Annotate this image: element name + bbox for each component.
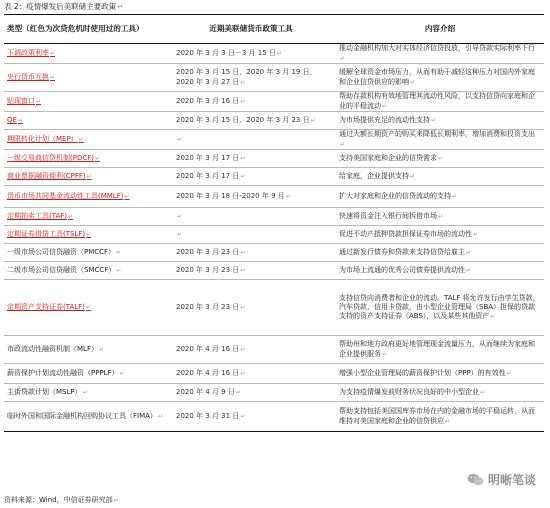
type-cell: 市政流动性融资机制（MLF）↵ [4,336,166,364]
table-row [4,280,544,336]
date-cell: 2020 年 3 月 23 日↵ [166,244,336,262]
description-cell: 通过新发行债券和贷款来支持信贷给雇主↵ [336,244,544,262]
table-row [4,150,544,168]
table-row [4,226,544,244]
date-cell: 2020 年 4 月 16 日↵ [166,364,336,384]
header-tool: 近期美联储货币政策工具 [166,15,336,44]
description-cell: 为市场上流通的优秀公司债券提供流动性↵ [336,262,544,280]
table-row [4,262,544,280]
description-cell: 为市场提供充足的流动性支持↵ [336,112,544,130]
date-cell: 2020 年 4 月 16 日↵ [166,336,336,364]
date-cell: 2020 年 3 月 31 日↵ [166,402,336,432]
type-cell: 一级交易商信贷机制(PDCF)↵ [4,150,166,168]
type-cell: 期限转化计划（MEP）↵ [4,130,166,150]
description-cell: 帮助州和地方政府更好地管理现金流量压力，从而继续为家庭和企业提供服务↵ [336,336,544,364]
date-cell: ↵ [166,208,336,226]
table-row [4,384,544,402]
table-row [4,92,544,112]
date-cell: 2020 年 3 月 3 日－3 月 15 日↵ [166,44,336,64]
type-cell: 商业票据融资便利(CPFF)↵ [4,168,166,186]
table-row [4,402,544,432]
table-row [4,112,544,130]
watermark-text: 明晰笔谈 [487,473,536,487]
date-cell: 2020 年 3 月 18 日-2020 年 9 月↵ [166,186,336,208]
wechat-icon [467,473,484,486]
description-cell: 促进不动产抵押贷款担保证券市场的流动性↵ [336,226,544,244]
date-cell: 2020 年 4 月 9 日↵ [166,384,336,402]
description-cell: 快速将资金注入银行间拆借市场↵ [336,208,544,226]
description-cell: 缓解全球资金市场压力，从而有助于减轻这种压力对国内外家庭和企业信贷供应的影响↵ [336,64,544,92]
type-cell: 定期拍卖工具(TAF)↵ [4,208,166,226]
table-row [4,168,544,186]
type-cell: 货币市场共同基金流动性工具(MMLF)↵ [4,186,166,208]
source-note: 资料来源：Wind，中信证券研究部↵ [4,496,119,504]
policy-table [4,14,544,432]
type-cell: 主街贷款计划（MSLP）↵ [4,384,166,402]
description-cell: 为支持疫情爆发前财务状况良好的中小型企业↵ [336,384,544,402]
description-cell: 帮助支持包括美国国库券市场在内的金融市场的平稳运转，从而维持对美国家庭和企业的信贷供应↵ [336,402,544,432]
date-cell: 2020 年 3 月 15 日、2020 年 3 月 23 日↵ [166,112,336,130]
type-cell: 二级市场公司信贷融资（SMCCF）↵ [4,262,166,280]
date-cell: 2020 年 3 月 17 日↵ [166,150,336,168]
description-cell: 增强小型企业管理局的薪资保护计划（PPP）的有效性↵ [336,364,544,384]
table-row [4,186,544,208]
table-row [4,64,544,92]
table-row [4,208,544,226]
table-row [4,44,544,64]
type-cell: 央行货币互换↵ [4,64,166,92]
date-cell: 2020 年 3 月 15 日，2020 年 3 月 19 日，2020 年 3 月 27 日↵ [166,64,336,92]
table-caption: 表 2：疫情爆发后美联储主要政策↵ [4,2,124,11]
date-cell: ↵ [166,130,336,150]
header-description: 内容介绍 [336,15,544,44]
table-header-row [4,15,544,44]
date-cell: 2020 年 3 月 23 日↵ [166,262,336,280]
description-cell: 支持信贷向消费者和企业的流动。TALF 将允许发行由学生贷款，汽车贷款，信用卡贷款，由小型企业管理局（SBA）担保的贷款支持的资产支持证券（ABS），以及某些其他资产↵ [336,280,544,336]
type-cell: 定期资产支持证券(TALF)↵ [4,280,166,336]
type-cell: 下调政策利率↵ [4,44,166,64]
table-row [4,244,544,262]
date-cell: ↵ [166,226,336,244]
table-row [4,364,544,384]
description-cell: 帮助存款机构有效地管理其流动性风险，以支持信贷向家庭和企业的平稳流动↵ [336,92,544,112]
table-row [4,336,544,364]
table-row [4,130,544,150]
type-cell: QE↵ [4,112,166,130]
header-type: 类型（红色为次贷危机时使用过的工具） [4,15,166,44]
date-cell: 2020 年 3 月 17 日↵ [166,168,336,186]
type-cell: 临时外国和国际金融机构回购协议工具（FIMA）↵ [4,402,166,432]
date-cell: 2020 年 3 月 23 日↵ [166,280,336,336]
description-cell: 推动金融机构加大对实体经济信贷投放，引导贷款实际利率下行↵ [336,44,544,64]
description-cell: 支持美国家庭和企业的信贷需求↵ [336,150,544,168]
description-cell: 通过大额长期资产的购买来降低长期利率，增加消费和投资支出↵ [336,130,544,150]
watermark [467,471,536,488]
type-cell: 一级市场公司信贷融资（PMCCF）↵ [4,244,166,262]
description-cell: 扩大对家庭和企业的信贷流动的支持↵ [336,186,544,208]
type-cell: 定期证券借贷工具(TSLF)↵ [4,226,166,244]
type-cell: 薪资保护计划流动性融资（PPPLF）↵ [4,364,166,384]
type-cell: 贴现窗口↵ [4,92,166,112]
description-cell: 给家庭，企业提供支持↵ [336,168,544,186]
date-cell: 2020 年 3 月 16 日↵ [166,92,336,112]
